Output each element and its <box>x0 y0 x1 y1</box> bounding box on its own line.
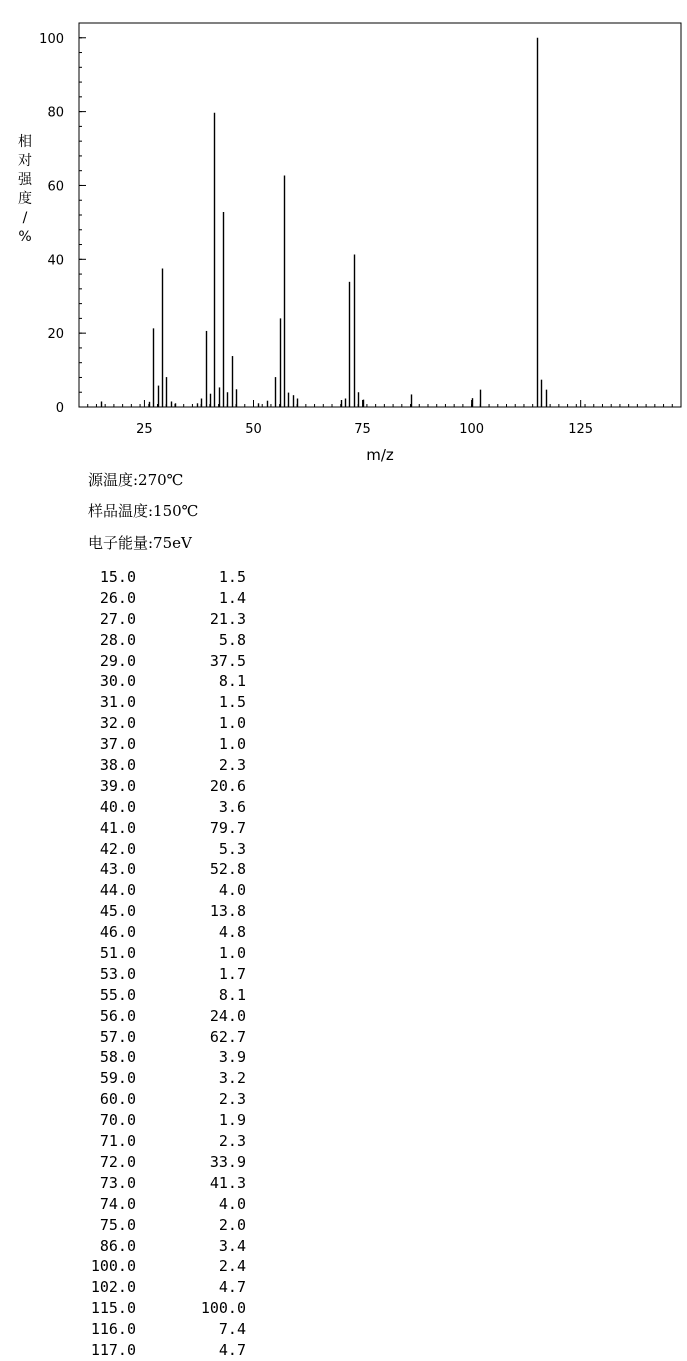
peak-intensity: 7.4 <box>218 1320 246 1339</box>
y-tick-label: 0 <box>55 401 64 416</box>
peak-row <box>78 818 246 839</box>
minor-ticks <box>79 38 681 407</box>
peak-row <box>78 734 246 755</box>
peak-mz: 75.0 <box>99 1215 136 1234</box>
peak-intensity: 8.1 <box>218 672 246 691</box>
peak-row <box>78 630 246 651</box>
peak-mz: 55.0 <box>99 985 136 1004</box>
peak-intensity: 1.0 <box>218 944 246 963</box>
x-tick-label: 50 <box>245 422 262 437</box>
peak-row <box>78 1047 246 1068</box>
peak-row <box>78 985 246 1006</box>
y-axis-label-char: / <box>22 210 28 226</box>
peak-intensity: 20.6 <box>209 776 246 795</box>
peak-row <box>78 567 246 588</box>
peak-row <box>78 922 246 943</box>
peak-mz: 59.0 <box>99 1069 136 1088</box>
peak-intensity: 2.3 <box>218 756 246 775</box>
peak-intensity: 4.0 <box>218 881 246 900</box>
peak-row <box>78 1006 246 1027</box>
x-tick-label: 100 <box>459 422 485 437</box>
peak-mz: 41.0 <box>99 818 136 837</box>
peak-mz: 39.0 <box>99 776 136 795</box>
y-axis-label-char: 相 <box>18 134 32 150</box>
peak-mz: 38.0 <box>99 756 136 775</box>
peak-row <box>78 1215 246 1236</box>
y-axis-label-char: 强 <box>18 172 32 188</box>
peak-intensity: 2.0 <box>218 1215 246 1234</box>
peak-intensity: 1.7 <box>218 964 246 983</box>
peak-mz: 53.0 <box>99 964 136 983</box>
peak-row <box>78 755 246 776</box>
peak-row <box>78 1068 246 1089</box>
peak-row <box>78 588 246 609</box>
peak-row <box>78 1131 246 1152</box>
plot-frame <box>79 23 681 407</box>
peak-mz: 46.0 <box>99 923 136 942</box>
peak-intensity: 5.8 <box>218 630 246 649</box>
peak-row <box>78 1340 246 1361</box>
peak-intensity: 5.3 <box>218 839 246 858</box>
peak-intensity: 3.9 <box>218 1048 246 1067</box>
peak-intensity: 37.5 <box>209 651 246 670</box>
peak-row <box>78 964 246 985</box>
peak-row <box>78 1256 246 1277</box>
peak-mz: 51.0 <box>99 944 136 963</box>
peak-intensity: 3.6 <box>218 797 246 816</box>
peak-intensity: 1.0 <box>218 735 246 754</box>
peak-intensity: 41.3 <box>209 1173 246 1192</box>
peak-mz: 31.0 <box>99 693 136 712</box>
y-axis-label <box>18 133 33 245</box>
peak-intensity: 4.7 <box>218 1340 246 1359</box>
peak-row <box>78 671 246 692</box>
y-axis-label-char: % <box>18 229 32 245</box>
peak-mz: 70.0 <box>99 1111 136 1130</box>
peak-mz: 28.0 <box>99 630 136 649</box>
peak-mz: 43.0 <box>99 860 136 879</box>
peak-intensity: 21.3 <box>209 609 246 628</box>
peak-row <box>78 651 246 672</box>
peak-intensity: 1.5 <box>218 568 246 586</box>
peak-row <box>78 1236 246 1257</box>
peak-row <box>78 1298 246 1319</box>
peak-intensity: 52.8 <box>209 860 246 879</box>
peak-mz: 40.0 <box>99 797 136 816</box>
peak-intensity: 1.0 <box>218 714 246 733</box>
peak-row <box>78 1110 246 1131</box>
peak-mz: 73.0 <box>99 1173 136 1192</box>
peak-mz: 44.0 <box>99 881 136 900</box>
peak-mz: 117.0 <box>90 1340 136 1359</box>
y-axis-label-char: 度 <box>18 191 32 207</box>
peak-mz: 56.0 <box>99 1006 136 1025</box>
peak-row <box>78 859 246 880</box>
mass-spectrum-chart <box>0 0 687 470</box>
peak-intensity: 13.8 <box>209 902 246 921</box>
peak-row <box>78 1173 246 1194</box>
peak-intensity: 4.0 <box>218 1194 246 1213</box>
peak-row <box>78 797 246 818</box>
peak-intensity: 1.4 <box>218 588 246 607</box>
peak-intensity: 8.1 <box>218 985 246 1004</box>
y-tick-label: 80 <box>47 105 64 121</box>
peak-mz: 86.0 <box>99 1236 136 1255</box>
peak-mz: 42.0 <box>99 839 136 858</box>
peak-intensity: 4.8 <box>218 923 246 942</box>
x-tick-label: 25 <box>136 422 153 437</box>
peak-mz: 27.0 <box>99 609 136 628</box>
peak-row <box>78 901 246 922</box>
peak-intensity: 33.9 <box>209 1152 246 1171</box>
peak-intensity: 3.4 <box>218 1236 246 1255</box>
peak-intensity: 2.3 <box>218 1090 246 1109</box>
peak-mz: 57.0 <box>99 1027 136 1046</box>
peak-mz: 37.0 <box>99 735 136 754</box>
peak-mz: 60.0 <box>99 1090 136 1109</box>
peak-mz: 32.0 <box>99 714 136 733</box>
peak-mz: 29.0 <box>99 651 136 670</box>
x-tick-label: 125 <box>568 422 594 437</box>
y-tick-label: 100 <box>39 31 64 47</box>
peak-mz: 102.0 <box>90 1278 136 1297</box>
peak-intensity: 2.3 <box>218 1132 246 1151</box>
peak-row <box>78 692 246 713</box>
peak-intensity: 79.7 <box>209 818 246 837</box>
peak-intensity: 2.4 <box>218 1257 246 1276</box>
y-tick-label: 40 <box>47 253 64 269</box>
y-axis-label-char: 对 <box>18 153 32 169</box>
peak-mz: 72.0 <box>99 1152 136 1171</box>
peak-row <box>78 1027 246 1048</box>
peak-row <box>78 943 246 964</box>
spectrum-peaks <box>102 38 547 407</box>
peak-intensity: 24.0 <box>209 1006 246 1025</box>
peak-row <box>78 1152 246 1173</box>
peak-row <box>78 609 246 630</box>
peak-intensity: 3.2 <box>218 1069 246 1088</box>
peak-intensity: 100.0 <box>200 1299 246 1318</box>
electron-energy: 电子能量:75eV <box>88 534 192 552</box>
peak-mz: 58.0 <box>99 1048 136 1067</box>
peak-mz: 100.0 <box>90 1257 136 1276</box>
peak-row <box>78 1277 246 1298</box>
peak-mz: 26.0 <box>99 588 136 607</box>
x-tick-label: 75 <box>354 422 371 437</box>
peak-row <box>78 1319 246 1340</box>
x-axis-label: m/z <box>366 446 394 464</box>
y-tick-label: 60 <box>47 179 64 195</box>
peak-mz: 45.0 <box>99 902 136 921</box>
peak-row <box>78 713 246 734</box>
peak-mz: 30.0 <box>99 672 136 691</box>
peak-row <box>78 776 246 797</box>
peak-mz: 15.0 <box>99 568 136 586</box>
x-axis-ticks <box>136 400 593 437</box>
peak-intensity: 1.9 <box>218 1111 246 1130</box>
peak-mz: 115.0 <box>90 1299 136 1318</box>
peak-intensity: 1.5 <box>218 693 246 712</box>
peak-mz: 71.0 <box>99 1132 136 1151</box>
peak-table <box>78 567 246 1361</box>
sample-temperature: 样品温度:150℃ <box>88 502 199 520</box>
peak-intensity: 62.7 <box>209 1027 246 1046</box>
peak-intensity: 4.7 <box>218 1278 246 1297</box>
peak-row <box>78 1089 246 1110</box>
peak-mz: 74.0 <box>99 1194 136 1213</box>
source-temperature: 源温度:270℃ <box>88 471 184 489</box>
peak-row <box>78 880 246 901</box>
peak-row <box>78 1194 246 1215</box>
y-tick-label: 20 <box>47 327 64 343</box>
peak-row <box>78 839 246 860</box>
peak-mz: 116.0 <box>90 1320 136 1339</box>
